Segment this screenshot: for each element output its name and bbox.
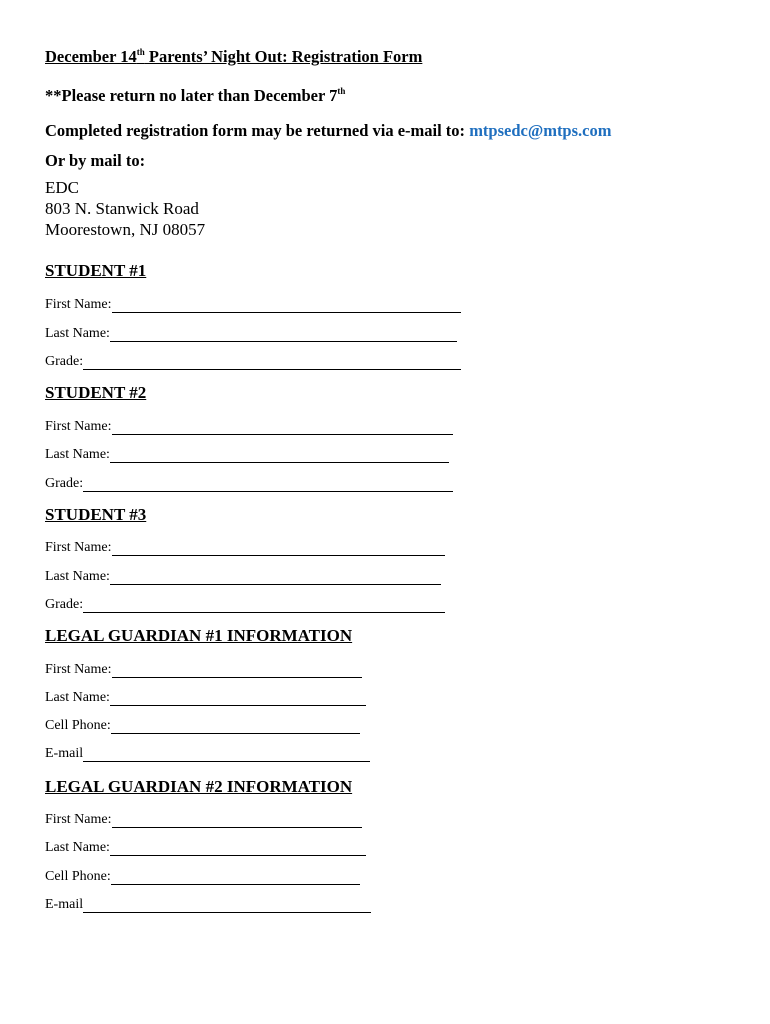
- field-label: First Name:: [45, 812, 112, 827]
- field-label: Last Name:: [45, 840, 110, 855]
- guardian-1-email-field: [45, 746, 370, 762]
- field-label: Last Name:: [45, 447, 110, 462]
- email-instructions: [45, 121, 611, 141]
- guardian-1-cell-phone-field: [45, 718, 360, 734]
- student-3-first-name-field: [45, 540, 445, 556]
- guardian-2-cell-phone-field: [45, 869, 360, 885]
- field-label: Grade:: [45, 597, 84, 612]
- email-instructions-text: Completed registration form may be returned via e-mail to:: [45, 121, 470, 140]
- grade-blank[interactable]: [83, 355, 461, 370]
- guardian-2-last-name-field: [45, 840, 366, 856]
- field-label: Last Name:: [45, 326, 110, 341]
- guardian-2-email-field: [45, 897, 371, 913]
- student-2-last-name-field: [45, 447, 449, 463]
- section-title-student-3: STUDENT #3: [45, 505, 147, 524]
- first-name-blank[interactable]: [112, 813, 362, 828]
- field-label: E-mail: [45, 897, 84, 912]
- field-label: Grade:: [45, 476, 84, 491]
- field-label: First Name:: [45, 540, 112, 555]
- return-deadline-superscript: th: [337, 86, 346, 96]
- first-name-blank[interactable]: [112, 663, 362, 678]
- student-3-grade-field: [45, 597, 445, 613]
- guardian-1-first-name-field: [45, 662, 362, 678]
- student-2-grade-field: [45, 476, 453, 492]
- address-line-1: EDC: [45, 178, 79, 197]
- section-title-student-1: STUDENT #1: [45, 261, 147, 280]
- field-label: Last Name:: [45, 569, 110, 584]
- field-label: E-mail: [45, 746, 84, 761]
- grade-blank[interactable]: [83, 598, 445, 613]
- address-line-3: Moorestown, NJ 08057: [45, 220, 206, 239]
- field-label: Grade:: [45, 354, 84, 369]
- student-1-first-name-field: [45, 297, 461, 313]
- title-text: December 14: [45, 47, 137, 66]
- guardian-2-first-name-field: [45, 812, 362, 828]
- last-name-blank[interactable]: [110, 327, 457, 342]
- student-1-grade-field: [45, 354, 461, 370]
- last-name-blank[interactable]: [110, 570, 441, 585]
- address-line-2: 803 N. Stanwick Road: [45, 199, 199, 218]
- email-blank[interactable]: [83, 898, 371, 913]
- first-name-blank[interactable]: [112, 541, 445, 556]
- student-2-first-name-field: [45, 419, 453, 435]
- field-label: Cell Phone:: [45, 869, 111, 884]
- grade-blank[interactable]: [83, 477, 453, 492]
- form-title: [45, 47, 422, 67]
- last-name-blank[interactable]: [110, 841, 366, 856]
- field-label: Last Name:: [45, 690, 110, 705]
- title-text-end: Parents’ Night Out: Registration Form: [144, 47, 423, 66]
- first-name-blank[interactable]: [112, 420, 453, 435]
- section-title-guardian-1: LEGAL GUARDIAN #1 INFORMATION: [45, 626, 353, 645]
- last-name-blank[interactable]: [110, 448, 449, 463]
- field-label: First Name:: [45, 419, 112, 434]
- email-link[interactable]: mtpsedc@mtps.com: [469, 121, 612, 140]
- field-label: First Name:: [45, 662, 112, 677]
- cell-phone-blank[interactable]: [111, 719, 360, 734]
- cell-phone-blank[interactable]: [111, 870, 360, 885]
- email-blank[interactable]: [83, 747, 370, 762]
- student-1-last-name-field: [45, 326, 457, 342]
- return-deadline: [45, 86, 345, 106]
- title-superscript: th: [136, 47, 145, 57]
- return-deadline-text: **Please return no later than December 7: [45, 86, 338, 105]
- section-title-student-2: STUDENT #2: [45, 383, 147, 402]
- field-label: First Name:: [45, 297, 112, 312]
- first-name-blank[interactable]: [112, 298, 461, 313]
- field-label: Cell Phone:: [45, 718, 111, 733]
- mail-instructions: Or by mail to:: [45, 151, 146, 170]
- student-3-last-name-field: [45, 569, 441, 585]
- last-name-blank[interactable]: [110, 691, 366, 706]
- section-title-guardian-2: LEGAL GUARDIAN #2 INFORMATION: [45, 777, 353, 796]
- guardian-1-last-name-field: [45, 690, 366, 706]
